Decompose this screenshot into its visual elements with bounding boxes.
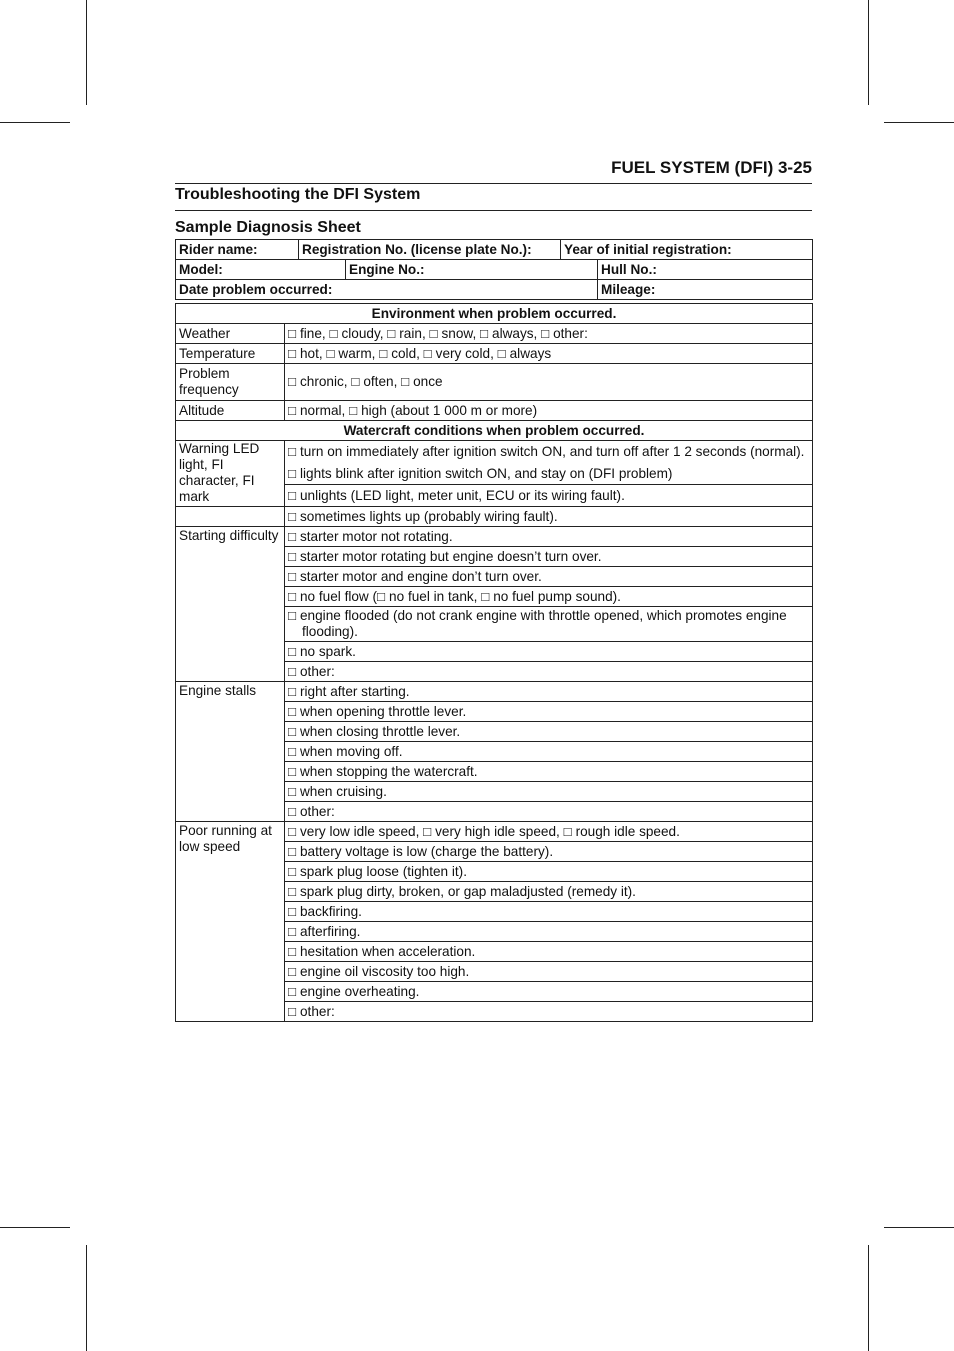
stalls-option[interactable]: □ when stopping the watercraft. — [285, 762, 813, 782]
poor-running-option[interactable]: □ battery voltage is low (charge the battery). — [285, 842, 813, 862]
poor-running-option[interactable]: □ other: — [285, 1002, 813, 1022]
table-row — [176, 822, 813, 842]
crop-mark — [0, 1227, 70, 1228]
poor-running-option[interactable]: □ hesitation when acceleration. — [285, 942, 813, 962]
info-row — [176, 260, 813, 280]
stalls-option[interactable]: □ other: — [285, 802, 813, 822]
environment-heading: Environment when problem occurred. — [176, 304, 813, 324]
stalls-option[interactable]: □ when moving off. — [285, 742, 813, 762]
poor-running-label: Poor running at low speed — [176, 822, 285, 1022]
temperature-options[interactable]: □ hot, □ warm, □ cold, □ very cold, □ always — [285, 344, 813, 364]
stalls-option[interactable]: □ when cruising. — [285, 782, 813, 802]
weather-options[interactable]: □ fine, □ cloudy, □ rain, □ snow, □ always, □ other: — [285, 324, 813, 344]
poor-running-option[interactable]: □ spark plug dirty, broken, or gap maladjusted (remedy it). — [285, 882, 813, 902]
starting-option[interactable]: □ other: — [285, 662, 813, 682]
section-heading-row — [176, 304, 813, 324]
warning-option[interactable]: □ sometimes lights up (probably wiring fault). — [285, 507, 813, 527]
section-title: Troubleshooting the DFI System — [175, 186, 421, 203]
starting-label: Starting difficulty — [176, 527, 285, 682]
info-row — [176, 240, 813, 260]
warning-option[interactable]: □ unlights (LED light, meter unit, ECU or its wiring fault). — [285, 485, 813, 507]
engine-no-field[interactable]: Engine No.: — [346, 260, 598, 280]
table-row — [176, 441, 813, 464]
hull-no-field[interactable]: Hull No.: — [598, 260, 813, 280]
registration-no-field[interactable]: Registration No. (license plate No.): — [299, 240, 561, 260]
crop-mark — [86, 1245, 87, 1351]
diagnosis-table — [175, 303, 813, 1022]
running-head: FUEL SYSTEM (DFI) 3-25 — [611, 158, 812, 177]
info-row — [176, 280, 813, 300]
stalls-option[interactable]: □ when opening throttle lever. — [285, 702, 813, 722]
crop-mark — [884, 122, 954, 123]
starting-option[interactable]: □ no spark. — [285, 642, 813, 662]
frequency-label: Problem frequency — [176, 364, 285, 401]
crop-mark — [0, 122, 70, 123]
conditions-heading: Watercraft conditions when problem occurred. — [176, 421, 813, 441]
warning-label-spacer — [176, 507, 285, 527]
starting-option[interactable]: □ starter motor not rotating. — [285, 527, 813, 547]
starting-option[interactable]: □ starter motor rotating but engine doesn’t turn over. — [285, 547, 813, 567]
stalls-option[interactable]: □ right after starting. — [285, 682, 813, 702]
temperature-label: Temperature — [176, 344, 285, 364]
poor-running-option[interactable]: □ engine oil viscosity too high. — [285, 962, 813, 982]
info-table — [175, 239, 813, 300]
starting-option[interactable]: □ no fuel flow (□ no fuel in tank, □ no fuel pump sound). — [285, 587, 813, 607]
table-row — [176, 682, 813, 702]
crop-mark — [884, 1227, 954, 1228]
header-rule — [175, 183, 812, 184]
table-row — [176, 527, 813, 547]
table-row — [176, 401, 813, 421]
poor-running-option[interactable]: □ very low idle speed, □ very high idle speed, □ rough idle speed. — [285, 822, 813, 842]
starting-option[interactable]: □ engine flooded (do not crank engine with throttle opened, which promotes engine flooding). — [285, 607, 813, 642]
crop-mark — [86, 0, 87, 105]
weather-label: Weather — [176, 324, 285, 344]
section-rule — [175, 210, 812, 211]
warning-label: Warning LED light, FI character, FI mark — [176, 441, 285, 507]
crop-mark — [868, 0, 869, 105]
poor-running-option[interactable]: □ backfiring. — [285, 902, 813, 922]
table-row — [176, 507, 813, 527]
warning-option[interactable]: □ turn on immediately after ignition switch ON, and turn off after 1 2 seconds (normal). — [285, 441, 813, 464]
section-heading-row — [176, 421, 813, 441]
altitude-options[interactable]: □ normal, □ high (about 1 000 m or more) — [285, 401, 813, 421]
table-row — [176, 344, 813, 364]
mileage-field[interactable]: Mileage: — [598, 280, 813, 300]
poor-running-option[interactable]: □ afterfiring. — [285, 922, 813, 942]
frequency-options[interactable]: □ chronic, □ often, □ once — [285, 364, 813, 401]
stalls-option[interactable]: □ when closing throttle lever. — [285, 722, 813, 742]
sheet-title: Sample Diagnosis Sheet — [175, 219, 361, 236]
altitude-label: Altitude — [176, 401, 285, 421]
poor-running-option[interactable]: □ engine overheating. — [285, 982, 813, 1002]
table-row — [176, 324, 813, 344]
rider-name-field[interactable]: Rider name: — [176, 240, 299, 260]
stalls-label: Engine stalls — [176, 682, 285, 822]
year-registration-field[interactable]: Year of initial registration: — [561, 240, 813, 260]
table-row — [176, 364, 813, 401]
model-field[interactable]: Model: — [176, 260, 346, 280]
starting-option[interactable]: □ starter motor and engine don’t turn over. — [285, 567, 813, 587]
crop-mark — [868, 1245, 869, 1351]
poor-running-option[interactable]: □ spark plug loose (tighten it). — [285, 862, 813, 882]
date-problem-field[interactable]: Date problem occurred: — [176, 280, 598, 300]
warning-option[interactable]: □ lights blink after ignition switch ON, and stay on (DFI problem) — [285, 464, 813, 485]
